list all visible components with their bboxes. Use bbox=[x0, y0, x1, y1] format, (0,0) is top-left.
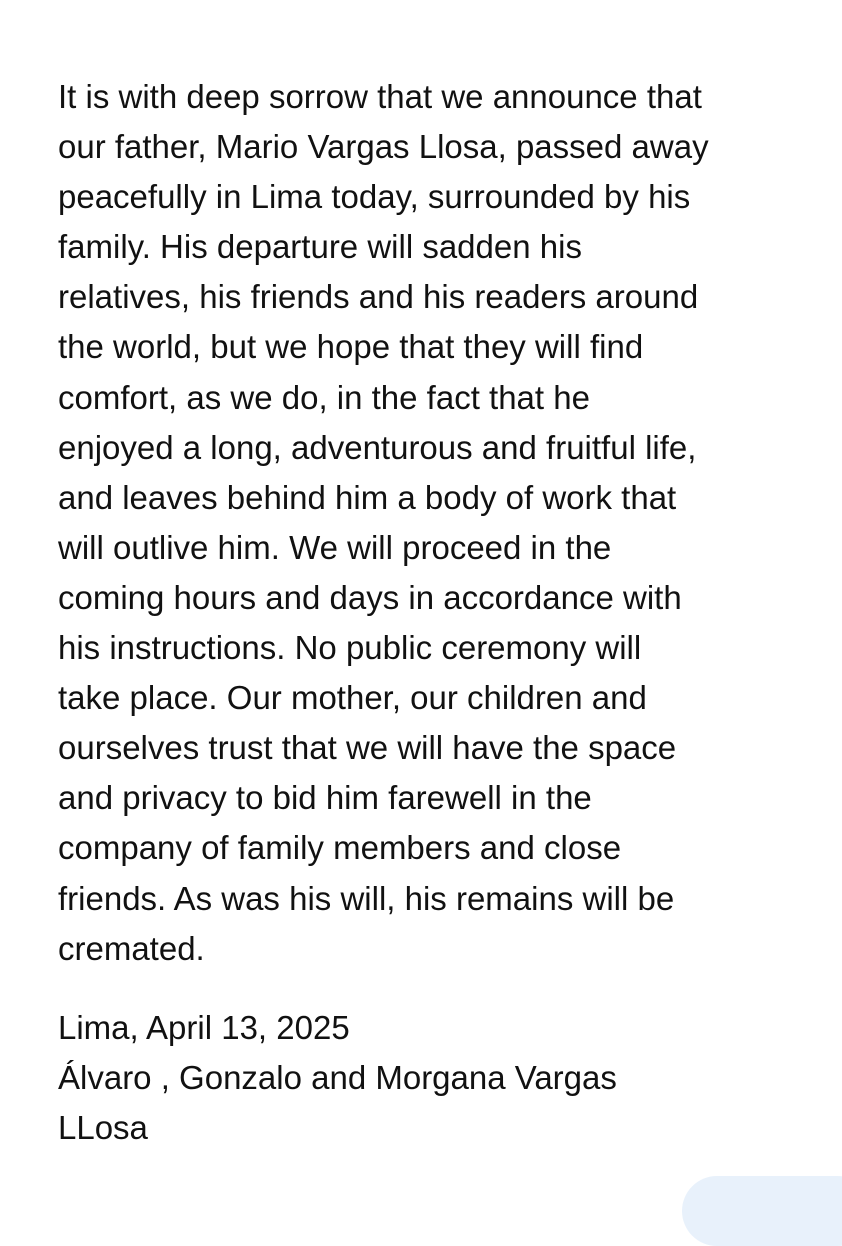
statement-line: enjoyed a long, adventurous and fruitful life, bbox=[58, 428, 697, 466]
statement-line: take place. Our mother, our children and bbox=[58, 679, 647, 717]
statement-line: his instructions. No public ceremony will bbox=[58, 629, 642, 667]
statement-line: comfort, as we do, in the fact that he bbox=[58, 378, 590, 416]
statement-line: will outlive him. We will proceed in the bbox=[58, 528, 612, 566]
statement-line: ourselves trust that we will have the space bbox=[58, 729, 677, 767]
statement-line: family. His departure will sadden his bbox=[58, 228, 582, 266]
statement-text bbox=[58, 72, 818, 974]
statement-line: and leaves behind him a body of work that bbox=[58, 478, 677, 516]
statement-line: company of family members and close bbox=[58, 829, 622, 867]
statement-line: the world, but we hope that they will find bbox=[58, 328, 644, 366]
statement-line: It is with deep sorrow that we announce that bbox=[58, 78, 702, 115]
statement-line: and privacy to bid him farewell in the bbox=[58, 779, 592, 817]
statement-line: peacefully in Lima today, surrounded by his bbox=[58, 178, 691, 216]
signatories-line-2: LLosa bbox=[58, 1109, 148, 1147]
signature-block bbox=[58, 1003, 818, 1153]
place-date: Lima, April 13, 2025 bbox=[58, 1009, 350, 1046]
statement-line: our father, Mario Vargas Llosa, passed away bbox=[58, 128, 709, 166]
statement-line: coming hours and days in accordance with bbox=[58, 578, 682, 616]
statement-line: relatives, his friends and his readers around bbox=[58, 278, 699, 316]
signatories-line-1: Álvaro , Gonzalo and Morgana Vargas bbox=[58, 1059, 617, 1097]
statement-line: cremated. bbox=[58, 929, 205, 967]
corner-overlay-shape bbox=[682, 1176, 842, 1246]
statement-line: friends. As was his will, his remains will be bbox=[58, 879, 675, 917]
